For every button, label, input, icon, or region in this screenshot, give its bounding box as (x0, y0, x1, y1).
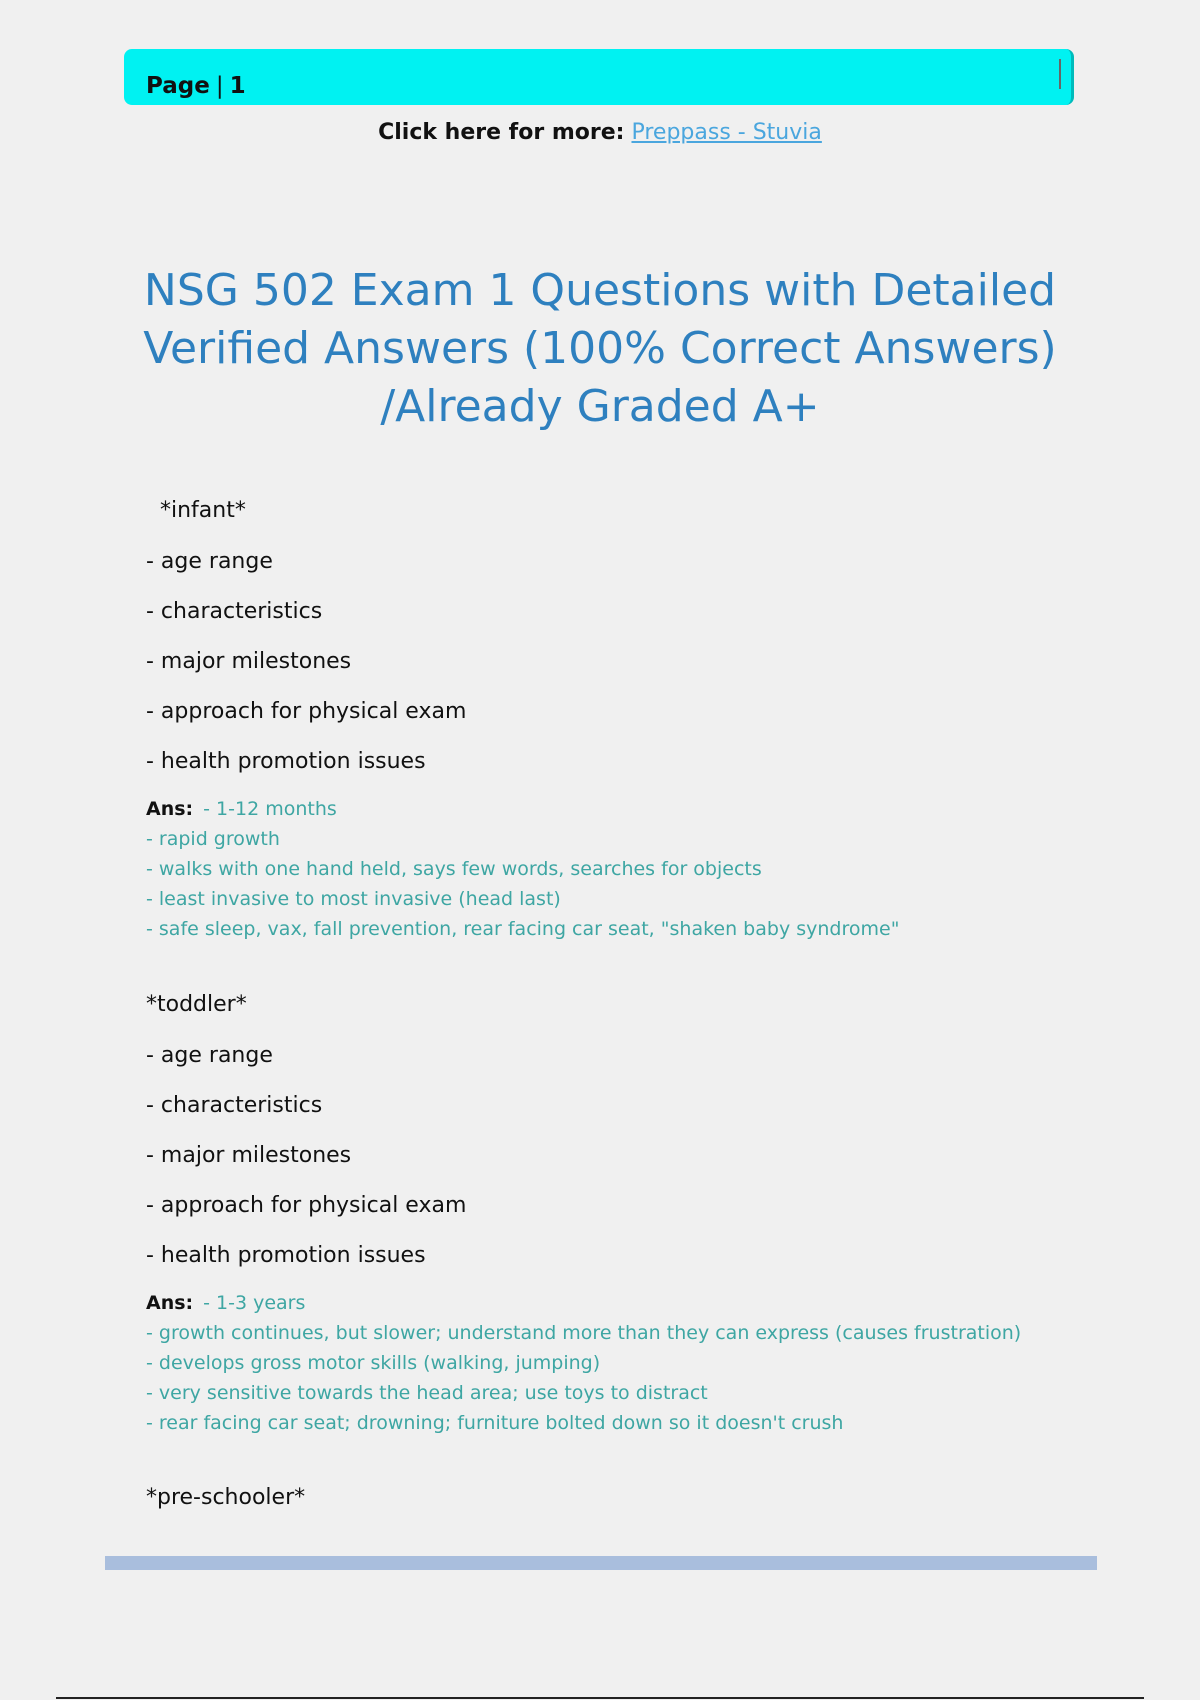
question-item: - characteristics (146, 599, 323, 624)
question-item: - major milestones (146, 649, 352, 674)
section-toddler (146, 992, 1046, 1438)
answer-line: - growth continues, but slower; understand more than they can express (causes frustration) (146, 1322, 1022, 1344)
more-label: Click here for more: (378, 120, 625, 145)
answer-line: - walks with one hand held, says few words, searches for objects (146, 858, 762, 880)
answer-line: - safe sleep, vax, fall prevention, rear facing car seat, "shaken baby syndrome" (146, 918, 900, 940)
section-infant (146, 498, 1046, 944)
answer-label: Ans: (146, 798, 194, 820)
question-item: - major milestones (146, 1143, 352, 1168)
question-item: - characteristics (146, 1093, 323, 1118)
section-heading: *pre-schooler* (146, 1485, 306, 1510)
answer-line: - develops gross motor skills (walking, jumping) (146, 1352, 601, 1374)
preppass-stuvia-link[interactable]: Preppass - Stuvia (631, 120, 822, 145)
page-number-value: 1 (229, 73, 246, 99)
answer-line: - very sensitive towards the head area; use toys to distract (146, 1382, 708, 1404)
section-heading: *toddler* (146, 992, 247, 1017)
answer-block (146, 794, 1046, 944)
question-item: - age range (146, 549, 273, 574)
answer-line: - rapid growth (146, 828, 280, 850)
page-bottom-rule (56, 1697, 1144, 1699)
more-link-line (0, 120, 1200, 145)
question-item: - approach for physical exam (146, 699, 467, 724)
document-title: NSG 502 Exam 1 Questions with Detailed Verified Answers (100% Correct Answers) /Already Graded A+ (143, 265, 1057, 432)
question-item: - health promotion issues (146, 1243, 426, 1268)
answer-label: Ans: (146, 1292, 194, 1314)
answer-block (146, 1288, 1046, 1438)
answer-line (146, 794, 1046, 824)
footer-bar (105, 1556, 1097, 1570)
answer-text: - 1-12 months (203, 798, 337, 820)
answer-text: - 1-3 years (203, 1292, 306, 1314)
header-divider (1059, 59, 1061, 89)
answer-line: - least invasive to most invasive (head last) (146, 888, 561, 910)
page-label: Page (146, 73, 210, 99)
answer-line: - rear facing car seat; drowning; furniture bolted down so it doesn't crush (146, 1412, 844, 1434)
question-item: - approach for physical exam (146, 1193, 467, 1218)
question-item: - health promotion issues (146, 749, 426, 774)
page-separator: | (215, 73, 224, 99)
page-number (146, 73, 246, 99)
question-item: - age range (146, 1043, 273, 1068)
section-heading: *infant* (160, 498, 246, 523)
page-header-banner (124, 49, 1074, 105)
answer-line (146, 1288, 1046, 1318)
section-preschooler (146, 1485, 1046, 1510)
